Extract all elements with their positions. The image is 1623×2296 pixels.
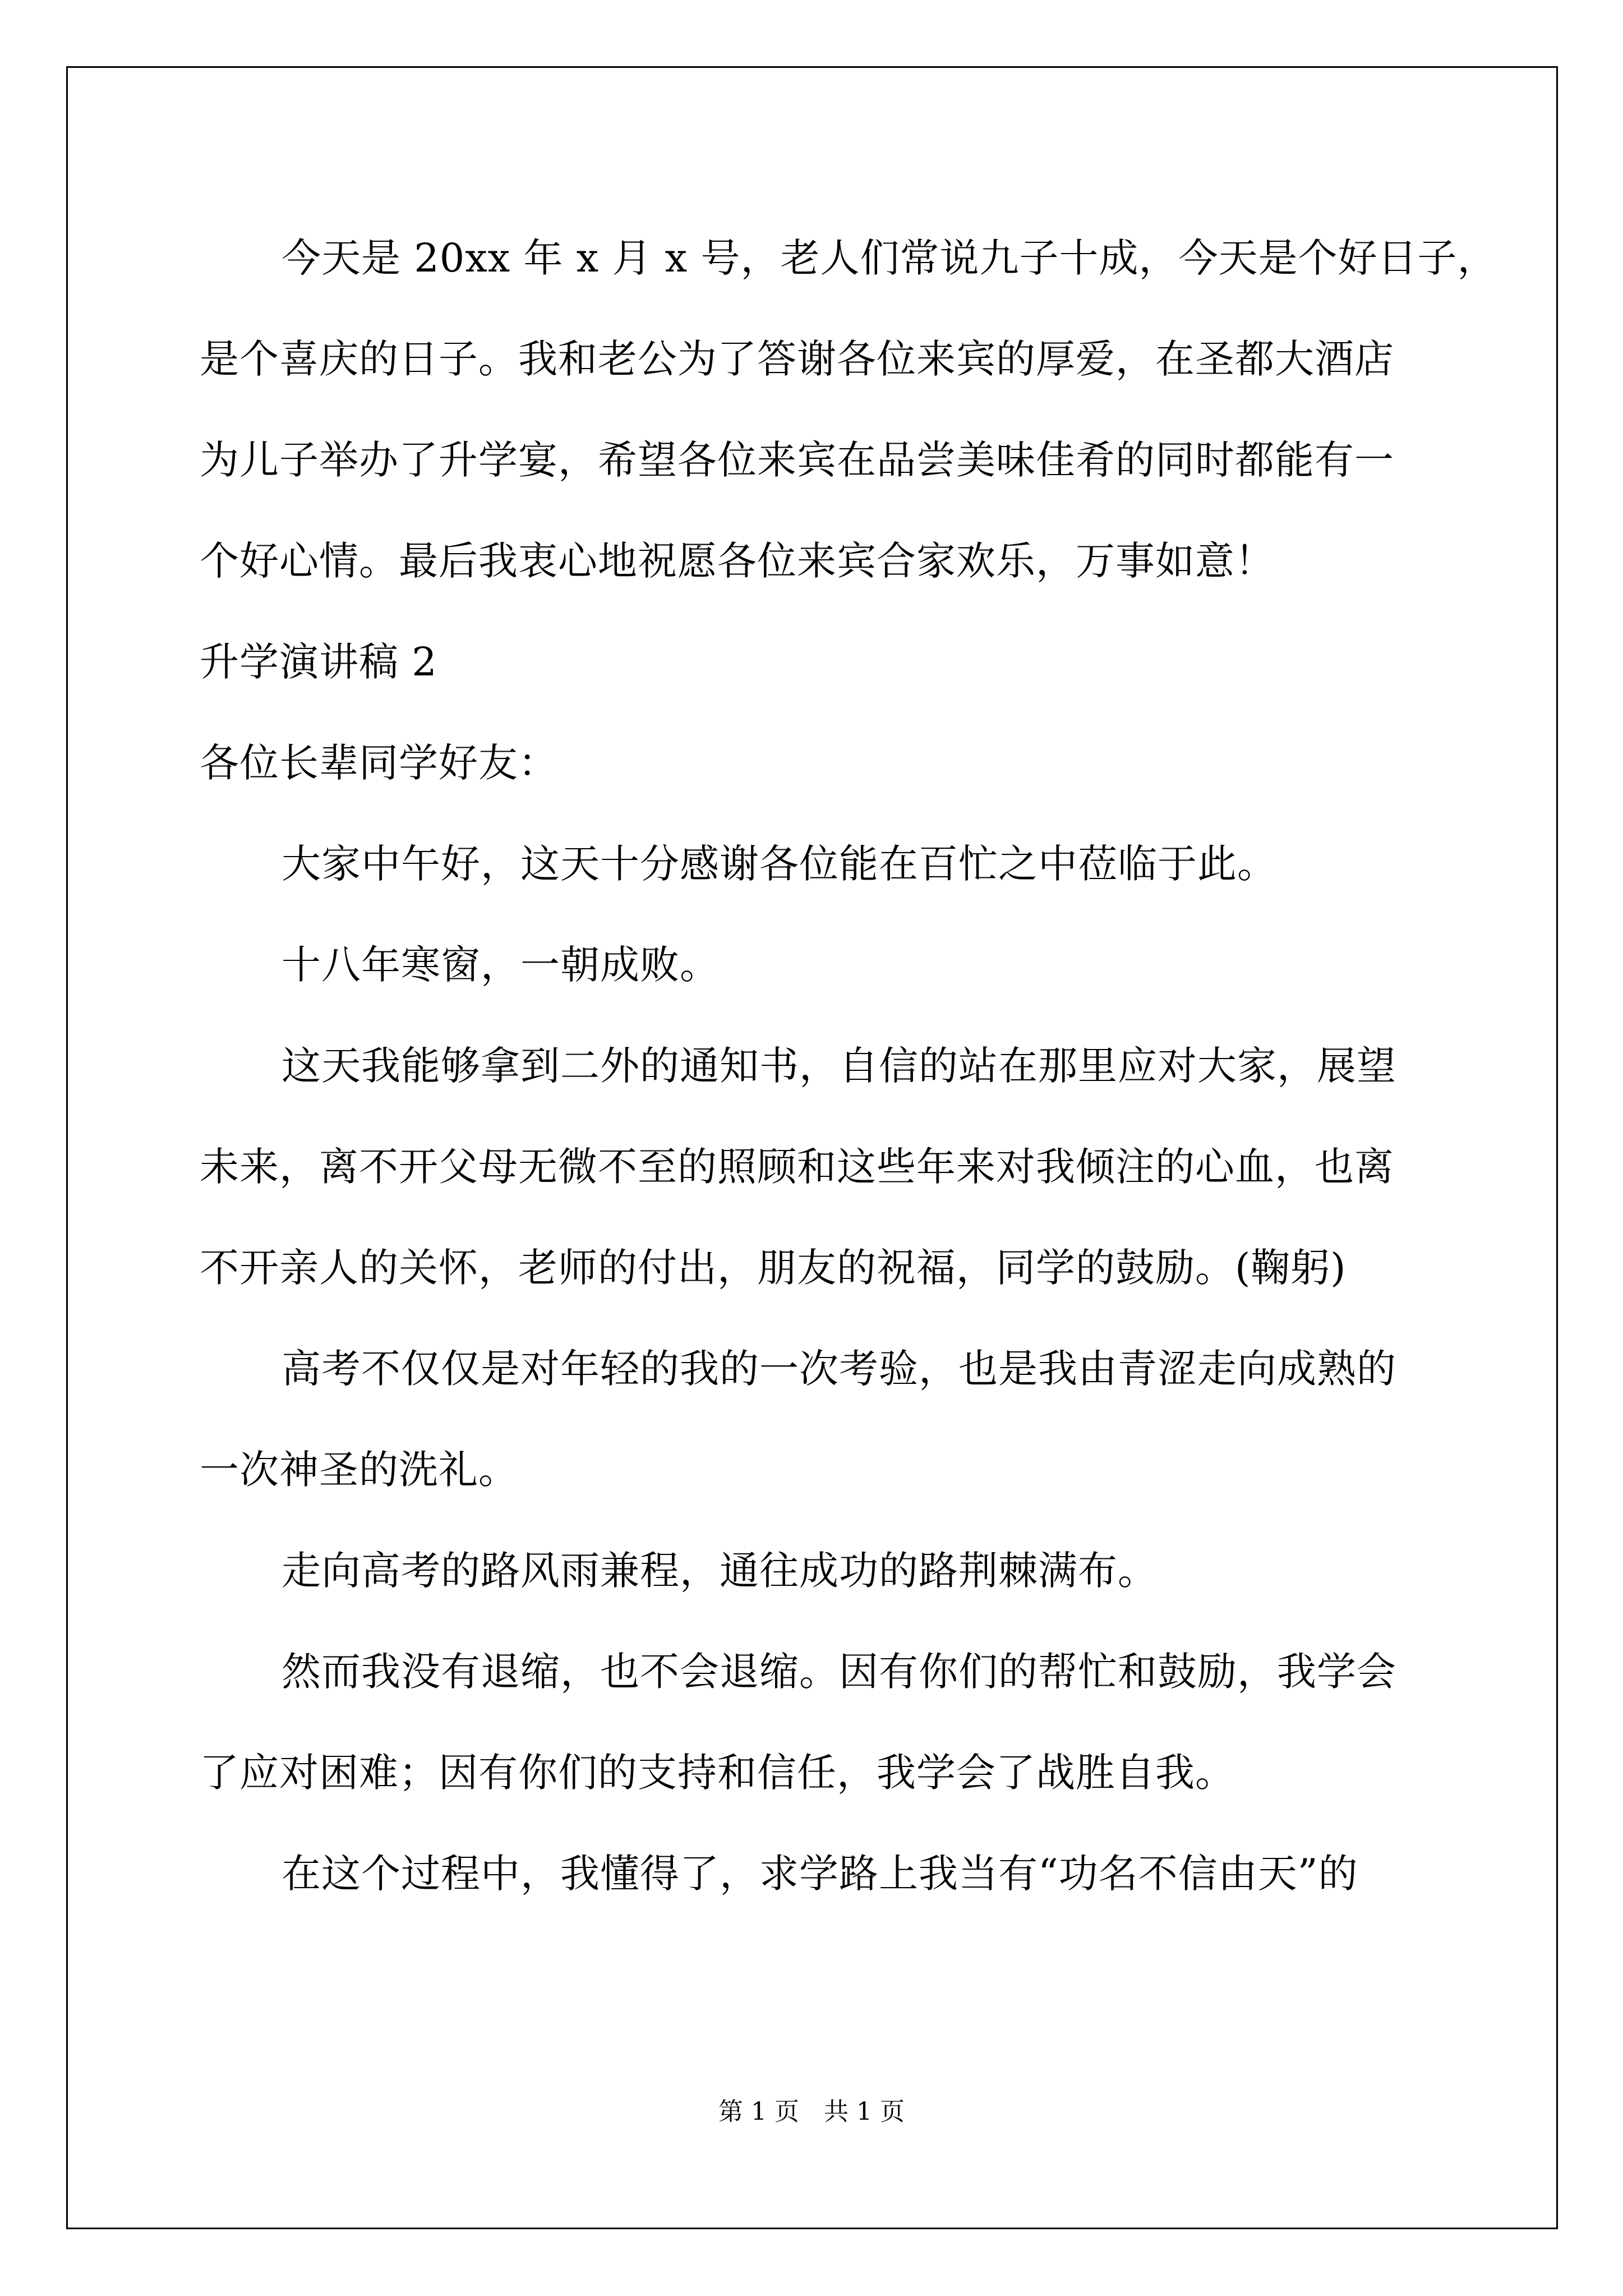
text-line: 不开亲人的关怀，老师的付出，朋友的祝福，同学的鼓励。(鞠躬): [200, 1245, 1347, 1291]
text-line: 未来，离不开父母无微不至的照顾和这些年来对我倾注的心血，也离: [200, 1144, 1394, 1190]
text-line: 十八年寒窗，一朝成败。: [282, 942, 720, 988]
document-body: [200, 208, 1497, 1924]
text-line: 这天我能够拿到二外的通知书，自信的站在那里应对大家，展望: [282, 1043, 1396, 1089]
text-line: 大家中午好，这天十分感谢各位能在百忙之中莅临于此。: [282, 841, 1277, 887]
text-line: 走向高考的路风雨兼程，通往成功的路荆棘满布。: [282, 1548, 1158, 1594]
text-line: 是个喜庆的日子。我和老公为了答谢各位来宾的厚爱，在圣都大酒店: [200, 336, 1394, 382]
salutation: 各位长辈同学好友：: [200, 740, 558, 786]
text-line: 了应对困难；因有你们的支持和信任，我学会了战胜自我。: [200, 1750, 1235, 1796]
text-line: 今天是 20xx 年 x 月 x 号，老人们常说九子十成，今天是个好日子，: [282, 235, 1497, 281]
text-line: 在这个过程中，我懂得了，求学路上我当有“功名不信由天”的: [282, 1851, 1358, 1897]
text-line: 为儿子举办了升学宴，希望各位来宾在品尝美味佳肴的同时都能有一: [200, 437, 1394, 483]
text-line: 高考不仅仅是对年轻的我的一次考验，也是我由青涩走向成熟的: [282, 1346, 1396, 1392]
text-line: 个好心情。最后我衷心地祝愿各位来宾合家欢乐，万事如意！: [200, 538, 1275, 584]
page-number: 第 1 页 共 1 页: [718, 2097, 905, 2126]
text-line: 一次神圣的洗礼。: [200, 1447, 518, 1493]
section-heading: 升学演讲稿 2: [200, 639, 437, 685]
text-line: 然而我没有退缩，也不会退缩。因有你们的帮忙和鼓励，我学会: [282, 1649, 1396, 1695]
